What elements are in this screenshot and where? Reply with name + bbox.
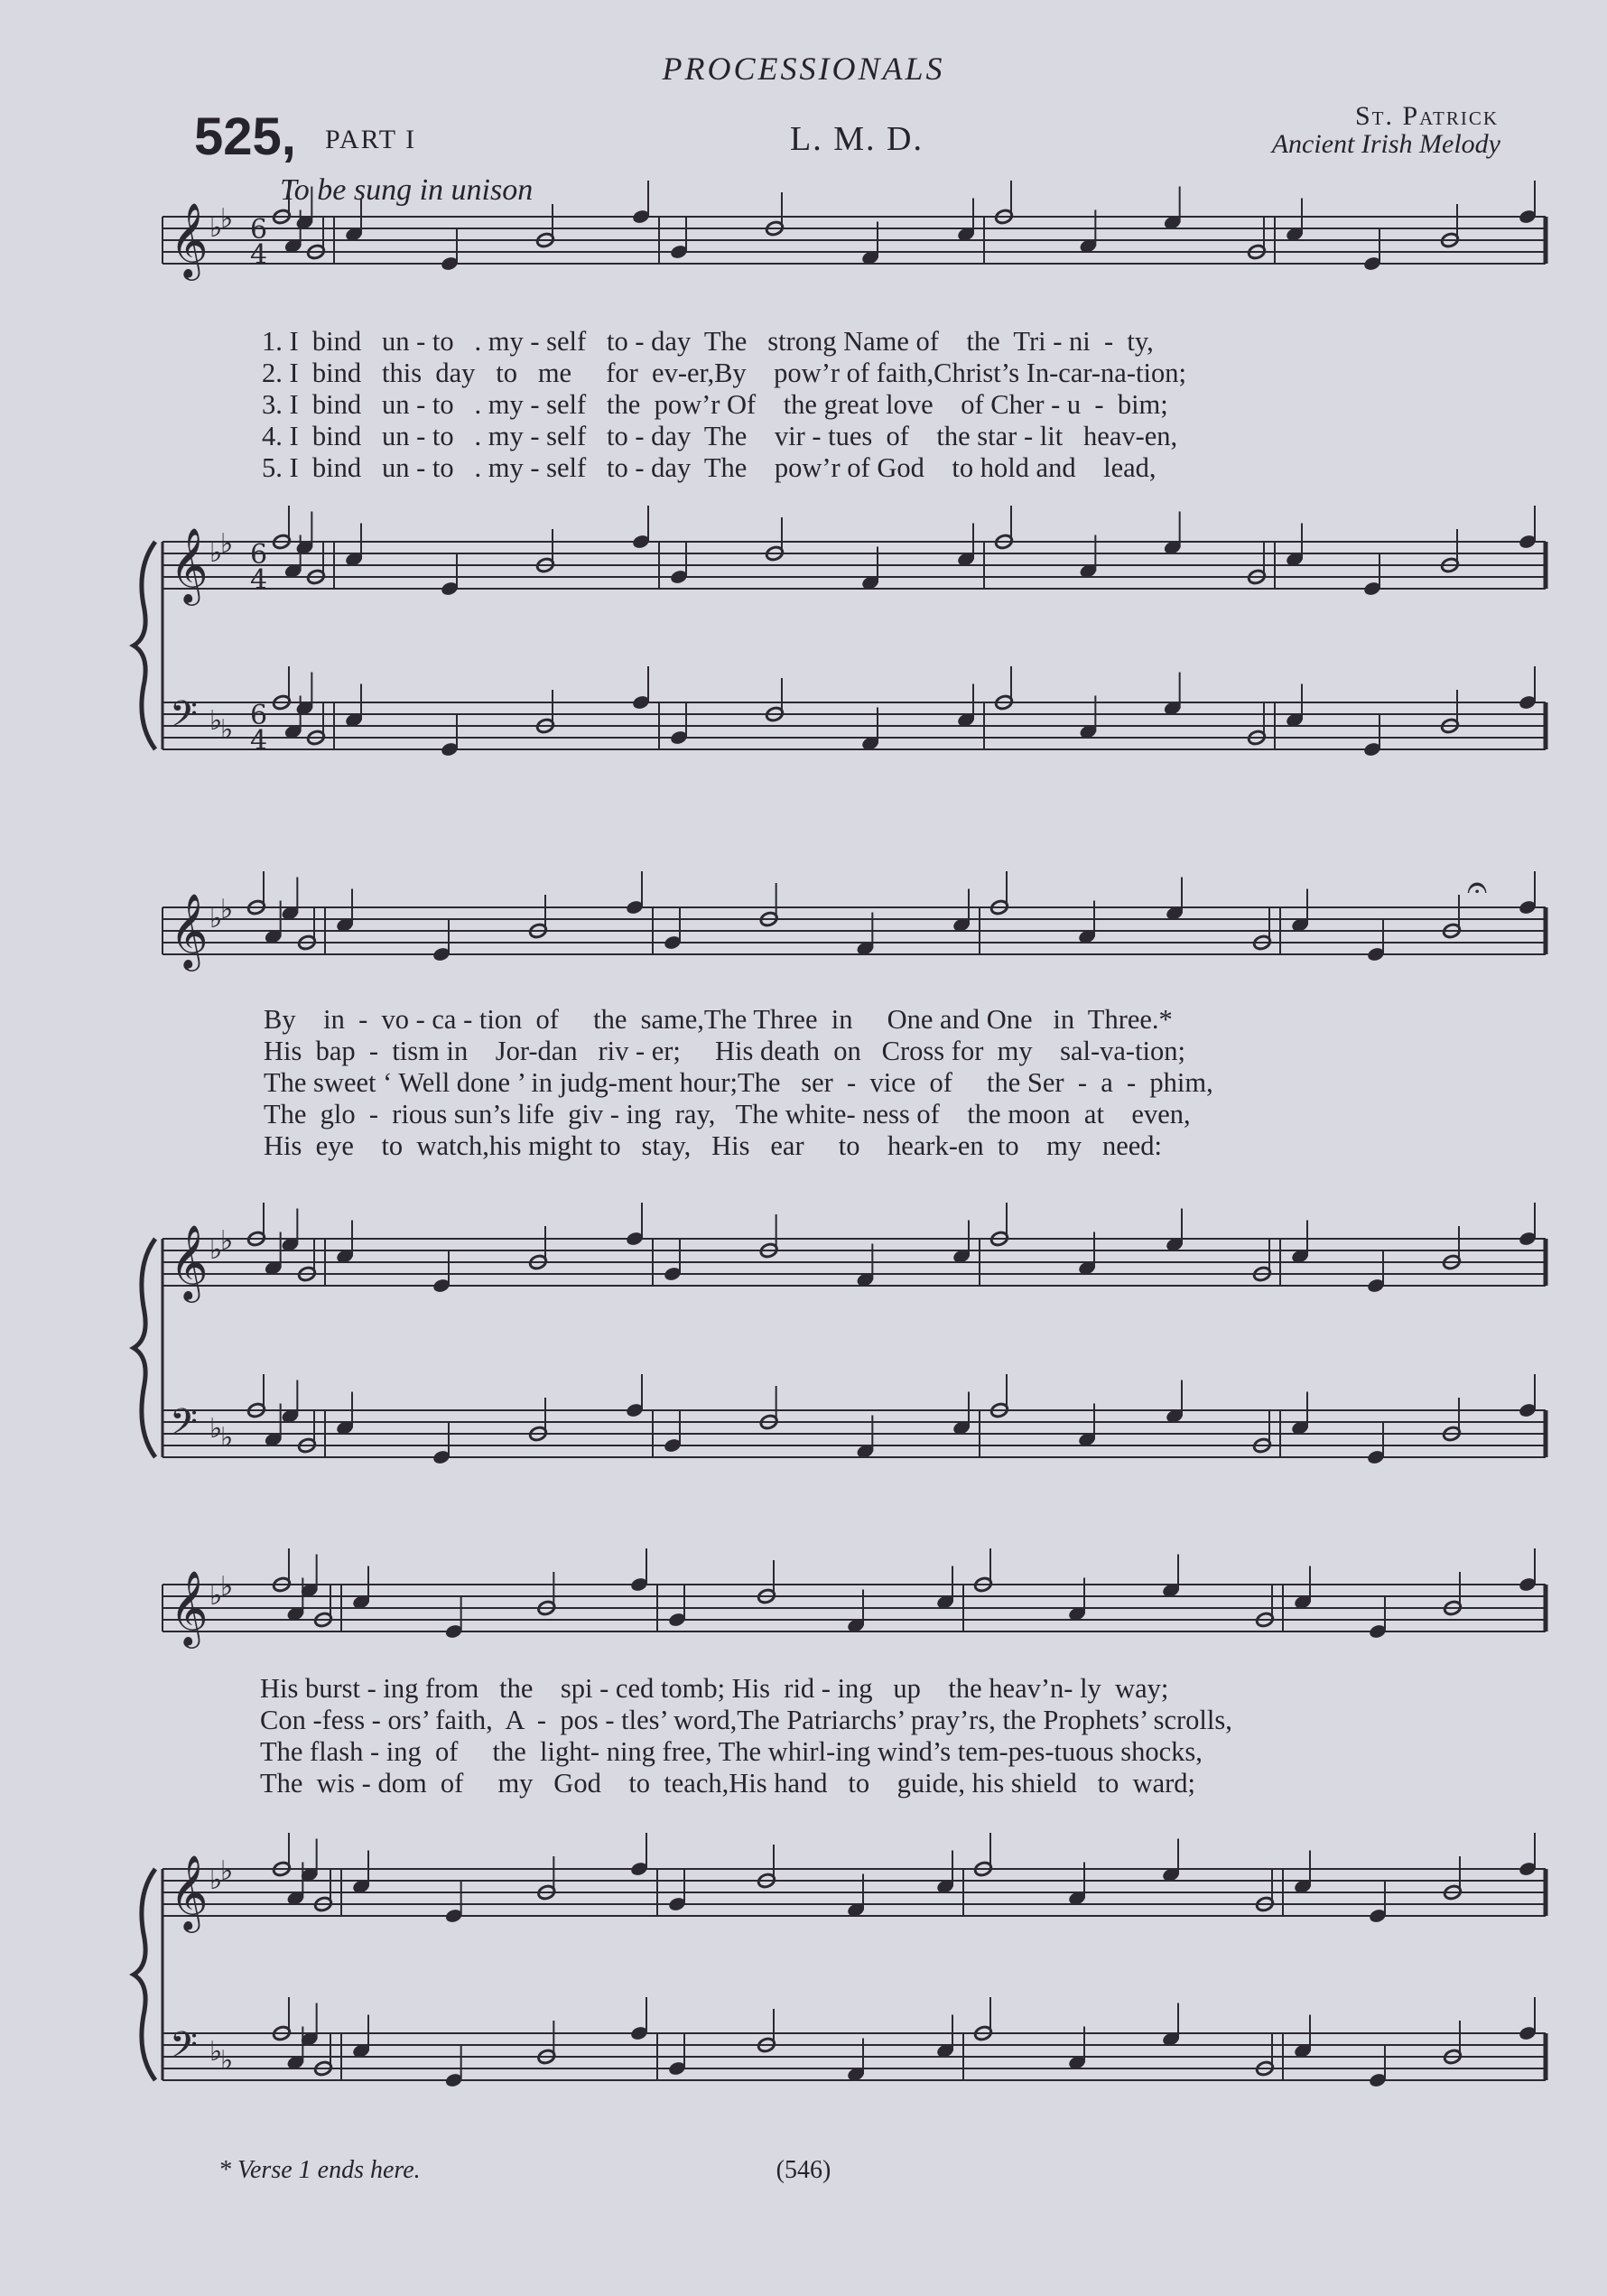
time-signature: 6 xyxy=(250,700,268,731)
time-signature: 6 xyxy=(250,539,268,571)
flat-icon: ♭ xyxy=(209,705,223,737)
hymn-part: PART I xyxy=(325,125,417,154)
verses-system-1 xyxy=(262,326,1186,484)
verse-line: The wis - dom of my God to teach,His hand to guide, his shield to ward; xyxy=(260,1768,1196,1799)
flat-icon: ♭ xyxy=(209,2036,223,2068)
bass-clef-icon: 𝄢 xyxy=(170,2024,198,2075)
flat-icon: ♭ xyxy=(209,1864,223,1896)
flat-icon: ♭ xyxy=(220,1422,234,1454)
time-signature: 6 xyxy=(250,214,268,246)
tune-source: Ancient Irish Melody xyxy=(1271,129,1500,159)
flat-icon: ♭ xyxy=(209,1580,223,1612)
verse-line: 5. I bind un - to . my - self to - day The pow’r of God to hold and lead, xyxy=(262,452,1156,483)
time-signature: 4 xyxy=(250,725,268,757)
bass-clef-icon: 𝄢 xyxy=(170,693,198,744)
hymn-number: 525, xyxy=(194,107,296,166)
time-signature: 4 xyxy=(250,564,268,596)
verse-line: His eye to watch,his might to stay, His ear to heark-en to my need: xyxy=(264,1130,1163,1161)
verse-line: His burst - ing from the spi - ced tomb; His rid - ing up the heav’n- ly way; xyxy=(260,1673,1169,1704)
treble-clef-icon: 𝄞 xyxy=(170,892,209,968)
treble-clef-icon: 𝄞 xyxy=(170,201,209,277)
flat-icon: ♭ xyxy=(209,212,223,244)
tune-name: St. Patrick xyxy=(1354,101,1499,131)
flat-icon: ♭ xyxy=(209,903,223,934)
brace xyxy=(134,542,155,749)
verse-line: His bap - tism in Jor-dan riv - er; His death on Cross for my sal-va-tion; xyxy=(264,1036,1185,1066)
brace xyxy=(134,1239,155,1457)
fermata-icon: 𝄐 xyxy=(1467,867,1488,908)
treble-clef-icon: 𝄞 xyxy=(170,1569,209,1645)
section-title: PROCESSIONALS xyxy=(662,51,945,87)
verse-line: Con -fess - ors’ faith, A - pos - tles’ word,The Patriarchs’ pray’rs, the Prophets’ scrolls, xyxy=(260,1705,1232,1735)
flat-icon: ♭ xyxy=(220,1571,234,1603)
verse-line: 3. I bind un - to . my - self the pow’r Of the great love of Cher - u - bim; xyxy=(262,389,1168,420)
verse-line: The flash - ing of the light- ning free, The whirl-ing wind’s tem-pes-tuous shocks, xyxy=(260,1736,1203,1767)
flat-icon: ♭ xyxy=(220,203,234,235)
verse-line: 1. I bind un - to . my - self to - day The strong Name of the Tri - ni - ty, xyxy=(262,326,1154,357)
flat-icon: ♭ xyxy=(209,537,223,569)
flat-icon: ♭ xyxy=(220,894,234,925)
treble-clef-icon: 𝄞 xyxy=(170,526,209,602)
brace xyxy=(134,1869,155,2080)
flat-icon: ♭ xyxy=(209,1234,223,1266)
performance-instruction: To be sung in unison xyxy=(280,173,534,207)
flat-icon: ♭ xyxy=(220,1225,234,1257)
verse-line: The glo - rious sun’s life giv - ing ray, The white- ness of the moon at even, xyxy=(264,1099,1191,1129)
hymn-meter: L. M. D. xyxy=(790,120,924,158)
time-signature: 4 xyxy=(250,239,268,271)
page-number: (546) xyxy=(776,2156,831,2184)
flat-icon: ♭ xyxy=(209,1413,223,1445)
verse-line: The sweet ‘ Well done ’ in judg-ment hour;The ser - vice of the Ser - a - phim, xyxy=(264,1067,1213,1098)
treble-clef-icon: 𝄞 xyxy=(170,1854,209,1929)
flat-icon: ♭ xyxy=(220,1855,234,1887)
verse-line: By in - vo - ca - tion of the same,The Three in One and One in Three.* xyxy=(264,1004,1173,1035)
verses-system-3 xyxy=(260,1673,1232,1799)
verse-line: 2. I bind this day to me for ev-er,By pow’r of faith,Christ’s In-car-na-tion; xyxy=(262,358,1186,388)
verse-line: 4. I bind un - to . my - self to - day The vir - tues of the star - lit heav-en, xyxy=(262,421,1178,451)
footnote: * Verse 1 ends here. xyxy=(218,2156,421,2184)
treble-clef-icon: 𝄞 xyxy=(170,1223,209,1299)
verses-system-2 xyxy=(264,1004,1213,1162)
flat-icon: ♭ xyxy=(220,2045,234,2077)
flat-icon: ♭ xyxy=(220,714,234,746)
bass-clef-icon: 𝄢 xyxy=(170,1401,198,1452)
flat-icon: ♭ xyxy=(220,528,234,560)
